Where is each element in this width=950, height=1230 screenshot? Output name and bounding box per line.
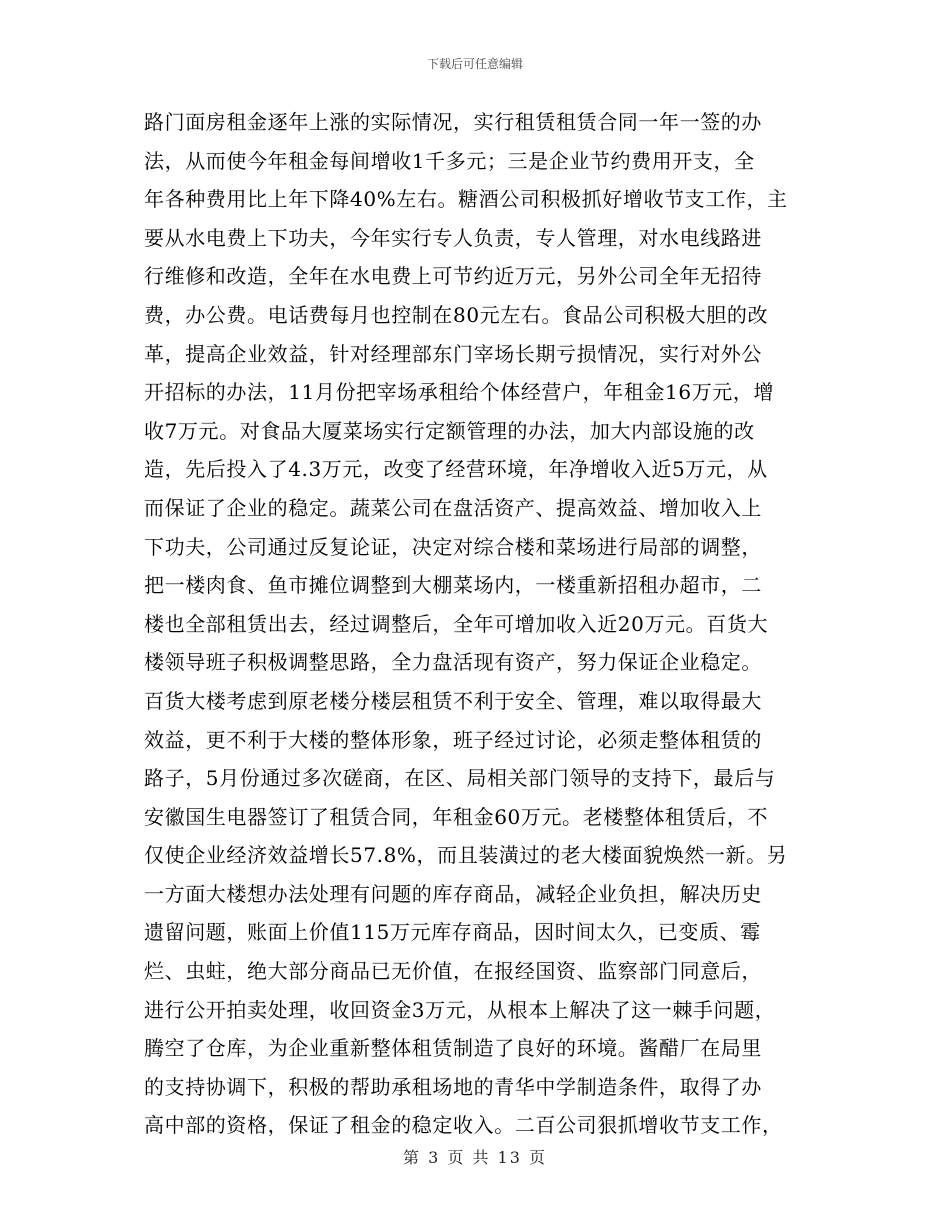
text-line: 仅使企业经济效益增长57.8%，而且装潢过的老大楼面貌焕然一新。另 <box>144 843 788 868</box>
text-line: 费，办公费。电话费每月也控制在80元左右。食品公司积极大胆的改 <box>144 302 769 327</box>
text-line: 而保证了企业的稳定。蔬菜公司在盘活资产、提高效益、增加收入上 <box>144 495 762 520</box>
page-header: 下载后可任意编辑 <box>426 57 523 71</box>
text-line: 下功夫，公司通过反复论证，决定对综合楼和菜场进行局部的调整， <box>144 534 762 559</box>
text-line: 造，先后投入了4.3万元，改变了经营环境，年净增收入近5万元，从 <box>144 457 768 482</box>
text-line: 收7万元。对食品大厦菜场实行定额管理的办法，加大内部设施的改 <box>144 418 755 443</box>
text-line: 烂、虫蛀，绝大部分商品已无价值，在报经国资、监察部门同意后， <box>144 959 762 984</box>
text-line: 的支持协调下，积极的帮助承租场地的青华中学制造条件，取得了办 <box>144 1074 762 1099</box>
text-line: 年各种费用比上年下降40%左右。糖酒公司积极抓好增收节支工作，主 <box>144 187 788 212</box>
text-line: 要从水电费上下功夫，今年实行专人负责，专人管理，对水电线路进 <box>144 225 762 250</box>
text-line: 法，从而使今年租金每间增收1千多元；三是企业节约费用开支，全 <box>144 148 755 173</box>
text-line: 进行公开拍卖处理，收回资金3万元，从根本上解决了这一棘手问题， <box>144 997 776 1022</box>
text-line: 楼领导班子积极调整思路，全力盘活现有资产，努力保证企业稳定。 <box>144 650 762 675</box>
text-line: 一方面大楼想办法处理有问题的库存商品，减轻企业负担，解决历史 <box>144 881 762 906</box>
text-line: 安徽国生电器签订了租赁合同，年租金60万元。老楼整体租赁后，不 <box>144 804 769 829</box>
text-line: 腾空了仓库，为企业重新整体租赁制造了良好的环境。酱醋厂在局里 <box>144 1036 762 1061</box>
text-line: 革，提高企业效益，针对经理部东门宰场长期亏损情况，实行对外公 <box>144 341 762 366</box>
text-line: 高中部的资格，保证了租金的稳定收入。二百公司狠抓增收节支工作， <box>144 1113 783 1138</box>
page-number: 第 3 页 共 13 页 <box>403 1148 547 1167</box>
text-line: 效益，更不利于大楼的整体形象，班子经过讨论，必须走整体租赁的 <box>144 727 762 752</box>
text-line: 百货大楼考虑到原老楼分楼层租赁不利于安全、管理，难以取得最大 <box>144 688 762 713</box>
text-line: 遗留问题，账面上价值115万元库存商品，因时间太久，已变质、霉 <box>144 920 761 945</box>
body-text <box>144 103 824 1145</box>
text-line: 路子，5月份通过多次磋商，在区、局相关部门领导的支持下，最后与 <box>144 766 776 791</box>
text-line: 把一楼肉食、鱼市摊位调整到大棚菜场内，一楼重新招租办超市，二 <box>144 573 762 598</box>
text-line: 行维修和改造，全年在水电费上可节约近万元，另外公司全年无招待 <box>144 264 762 289</box>
text-line: 路门面房租金逐年上涨的实际情况，实行租赁租赁合同一年一签的办 <box>144 110 762 134</box>
text-line: 开招标的办法，11月份把宰场承租给个体经营户，年租金16万元，增 <box>144 380 775 405</box>
text-line: 楼也全部租赁出去，经过调整后，全年可增加收入近20万元。百货大 <box>144 611 769 636</box>
